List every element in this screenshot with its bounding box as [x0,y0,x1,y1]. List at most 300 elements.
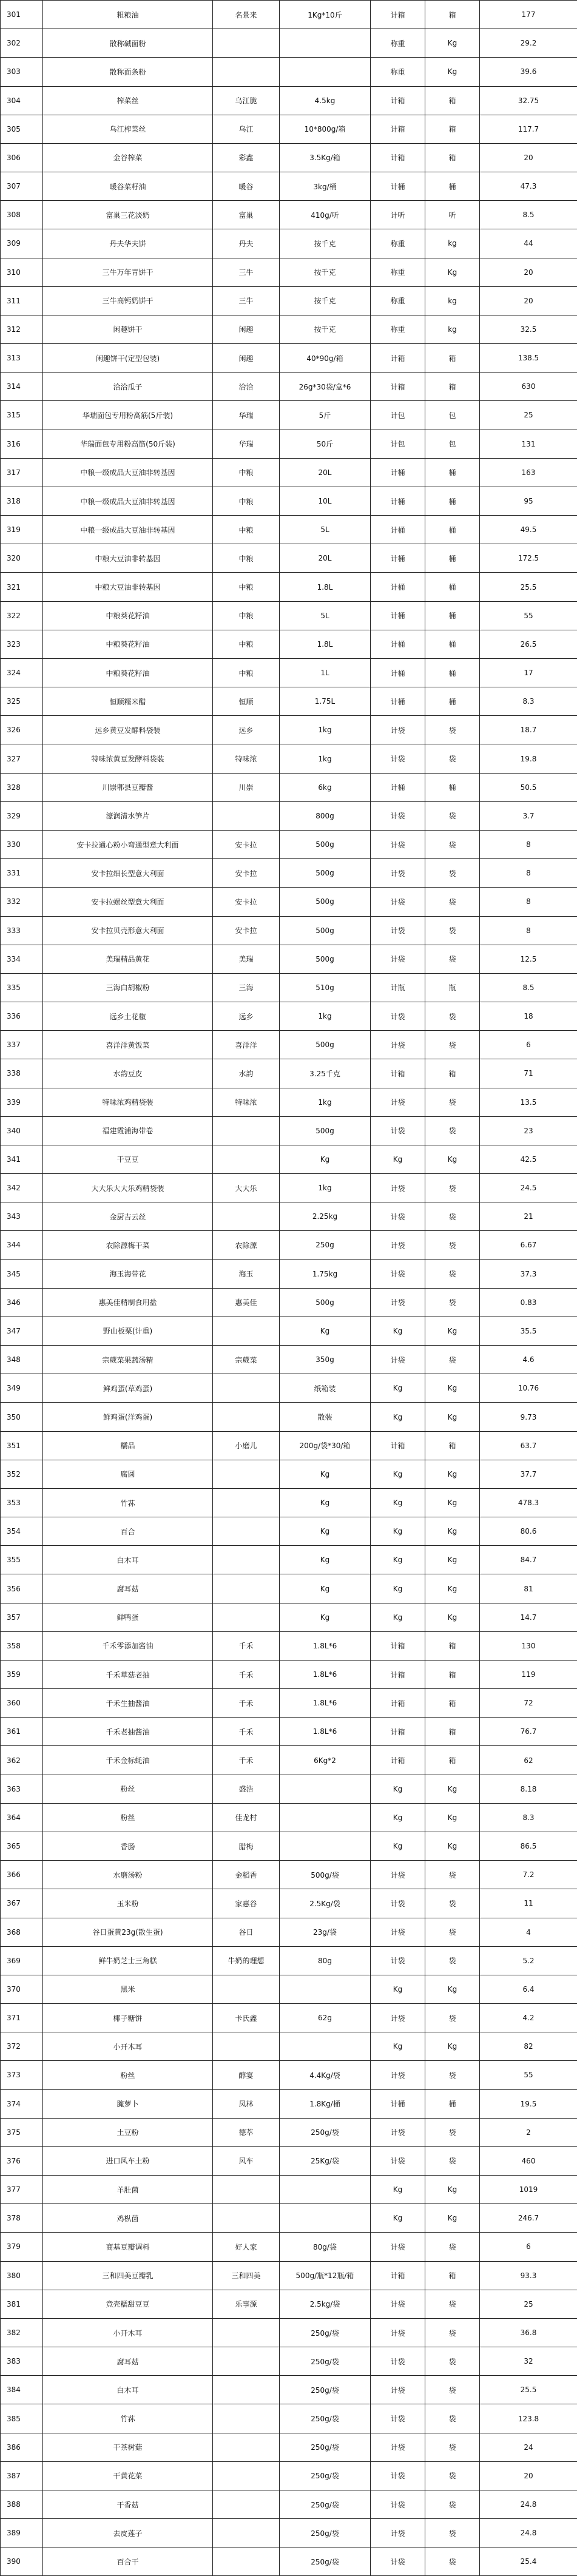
cell-spec: 1.8L*6 [280,1631,371,1660]
cell-unit-price: 8 [480,888,577,916]
cell-serial-number: 328 [1,773,43,801]
cell-product-name: 腌萝卜 [43,2089,213,2118]
cell-unit-price: 37.7 [480,1460,577,1488]
cell-pricing-method: 计箱 [371,1660,425,1688]
cell-product-name: 香肠 [43,1832,213,1861]
cell-brand [213,2347,280,2376]
table-row [1,1460,577,1488]
cell-pricing-method: 计桶 [371,630,425,658]
cell-spec: Kg [280,1603,371,1631]
cell-unit-price: 172.5 [480,544,577,573]
table-row [1,2118,577,2146]
table-row [1,516,577,544]
cell-serial-number: 358 [1,1631,43,1660]
cell-pricing-method: 计袋 [371,1174,425,1202]
table-row [1,1431,577,1460]
cell-brand: 三和四美 [213,2261,280,2290]
cell-product-name: 农除源梅干菜 [43,1231,213,1259]
cell-spec: 25Kg/袋 [280,2146,371,2175]
cell-serial-number: 365 [1,1832,43,1861]
cell-product-name: 中粮葵花籽油 [43,658,213,687]
cell-spec: Kg [280,1145,371,1173]
cell-brand: 三牛 [213,258,280,286]
cell-serial-number: 369 [1,1946,43,1975]
cell-pricing-method: 计袋 [371,888,425,916]
cell-product-name: 富巢三花淡奶 [43,201,213,229]
table-row [1,2318,577,2347]
table-row [1,430,577,458]
table-row [1,2061,577,2089]
cell-pricing-method: 计箱 [371,1,425,29]
table-row [1,2004,577,2032]
cell-spec: 510g [280,973,371,1002]
cell-unit-price: 20 [480,2461,577,2490]
cell-unit-price: 8.5 [480,973,577,1002]
cell-brand: 安卡拉 [213,888,280,916]
cell-brand: 洽洽 [213,373,280,401]
cell-unit: Kg [425,1603,480,1631]
cell-brand: 德萃 [213,2118,280,2146]
cell-brand: 好人家 [213,2233,280,2261]
cell-spec: 62g [280,2004,371,2032]
cell-brand: 千禾 [213,1689,280,1718]
cell-spec: Kg [280,1460,371,1488]
table-row [1,973,577,1002]
cell-serial-number: 373 [1,2061,43,2089]
cell-pricing-method: Kg [371,1403,425,1431]
cell-unit-price: 26.5 [480,630,577,658]
cell-spec: 250g/袋 [280,2404,371,2433]
cell-pricing-method: 计袋 [371,2376,425,2404]
cell-brand: 佳龙村 [213,1803,280,1832]
cell-serial-number: 323 [1,630,43,658]
cell-serial-number: 389 [1,2519,43,2547]
cell-unit: Kg [425,2204,480,2233]
cell-unit: 袋 [425,2004,480,2032]
cell-pricing-method: 计袋 [371,1346,425,1374]
cell-pricing-method: 计箱 [371,1746,425,1775]
cell-brand: 金稻香 [213,1861,280,1889]
table-row [1,2233,577,2261]
cell-spec: 1.8L*6 [280,1660,371,1688]
cell-unit: 桶 [425,458,480,487]
cell-unit-price: 8 [480,916,577,945]
cell-unit: Kg [425,29,480,58]
cell-serial-number: 383 [1,2347,43,2376]
table-row [1,1088,577,1116]
cell-serial-number: 319 [1,516,43,544]
cell-brand: 暖谷 [213,172,280,201]
cell-product-name: 安卡拉贝壳形意大利面 [43,916,213,945]
table-row [1,687,577,716]
cell-serial-number: 333 [1,916,43,945]
table-row [1,1202,577,1231]
cell-product-name: 三和四美豆瓣乳 [43,2261,213,2290]
cell-unit: Kg [425,1803,480,1832]
cell-spec [280,1775,371,1803]
cell-product-name: 小开木耳 [43,2032,213,2061]
table-row [1,1116,577,1145]
cell-serial-number: 340 [1,1116,43,1145]
cell-product-name: 安卡拉螺丝型意大利面 [43,888,213,916]
table-row [1,1803,577,1832]
cell-unit-price: 25.4 [480,2547,577,2576]
cell-product-name: 去皮莲子 [43,2519,213,2547]
cell-brand: 名景来 [213,1,280,29]
cell-spec: 500g [280,888,371,916]
cell-unit: 瓶 [425,973,480,1002]
cell-product-name: 美瑞精品黄花 [43,945,213,973]
cell-unit-price: 123.8 [480,2404,577,2433]
cell-spec: 250g/袋 [280,2461,371,2490]
table-row [1,2519,577,2547]
cell-product-name: 散称碱面粉 [43,29,213,58]
table-row [1,373,577,401]
cell-pricing-method: 计袋 [371,945,425,973]
cell-brand: 远乡 [213,1002,280,1031]
cell-unit: 桶 [425,773,480,801]
cell-serial-number: 347 [1,1317,43,1345]
cell-product-name: 千禾零添加酱油 [43,1631,213,1660]
cell-spec: 1Kg*10斤 [280,1,371,29]
cell-spec: 4.5kg [280,86,371,115]
cell-unit: 袋 [425,2519,480,2547]
cell-pricing-method: Kg [371,1775,425,1803]
table-row [1,315,577,343]
cell-unit-price: 0.83 [480,1288,577,1317]
cell-unit-price: 8.3 [480,687,577,716]
cell-brand: 谷日 [213,1918,280,1946]
cell-unit: 袋 [425,801,480,830]
cell-unit: 包 [425,430,480,458]
cell-brand: 远乡 [213,716,280,744]
cell-unit: 袋 [425,2547,480,2576]
cell-product-name: 远乡土花椒 [43,1002,213,1031]
table-row [1,1346,577,1374]
cell-brand: 中粮 [213,573,280,601]
cell-unit: 袋 [425,1088,480,1116]
cell-serial-number: 309 [1,229,43,258]
cell-serial-number: 351 [1,1431,43,1460]
cell-brand: 华瑞 [213,430,280,458]
cell-spec: 20L [280,458,371,487]
cell-serial-number: 317 [1,458,43,487]
cell-serial-number: 301 [1,1,43,29]
table-row [1,1374,577,1403]
cell-unit-price: 21 [480,1202,577,1231]
cell-unit-price: 71 [480,1059,577,1088]
cell-serial-number: 377 [1,2176,43,2204]
table-row [1,1574,577,1603]
table-row [1,1317,577,1345]
cell-product-name: 华瑞面包专用粉高筋(5斤装) [43,401,213,430]
cell-unit: Kg [425,1460,480,1488]
table-row [1,1517,577,1546]
cell-spec [280,2176,371,2204]
cell-pricing-method: 计桶 [371,172,425,201]
cell-pricing-method: 计箱 [371,1718,425,1746]
cell-serial-number: 339 [1,1088,43,1116]
cell-pricing-method: Kg [371,1975,425,2003]
cell-brand: 安卡拉 [213,916,280,945]
cell-pricing-method: Kg [371,1488,425,1517]
cell-brand: 海玉 [213,1259,280,1288]
cell-spec [280,1832,371,1861]
cell-product-name: 干豆豆 [43,1145,213,1173]
cell-product-name: 川崇郫县豆瓣酱 [43,773,213,801]
cell-brand [213,2461,280,2490]
cell-serial-number: 386 [1,2433,43,2461]
cell-brand: 安卡拉 [213,859,280,888]
cell-spec: 80g/袋 [280,2233,371,2261]
cell-brand: 恒顺 [213,687,280,716]
table-row [1,344,577,373]
cell-product-name: 洽洽瓜子 [43,373,213,401]
cell-brand [213,58,280,86]
cell-brand [213,1116,280,1145]
cell-product-name: 远乡黄豆发酵料袋装 [43,716,213,744]
cell-brand [213,1488,280,1517]
cell-serial-number: 349 [1,1374,43,1403]
cell-product-name: 野山板栗(计重) [43,1317,213,1345]
cell-brand: 千禾 [213,1660,280,1688]
cell-serial-number: 332 [1,888,43,916]
cell-serial-number: 345 [1,1259,43,1288]
cell-unit-price: 10.76 [480,1374,577,1403]
cell-unit-price: 117.7 [480,115,577,143]
cell-unit: Kg [425,1546,480,1574]
table-row [1,1975,577,2003]
cell-spec: 2.5Kg/袋 [280,1889,371,1918]
cell-unit: Kg [425,1403,480,1431]
cell-spec: 500g [280,1031,371,1059]
cell-brand: 中粮 [213,487,280,515]
cell-product-name: 暖谷菜籽油 [43,172,213,201]
cell-product-name: 金谷榨菜 [43,143,213,172]
cell-spec: 1.8L*6 [280,1718,371,1746]
cell-pricing-method: 计箱 [371,115,425,143]
cell-product-name: 干茶树菇 [43,2433,213,2461]
cell-spec: 250g/袋 [280,2376,371,2404]
table-row [1,2461,577,2490]
cell-spec: 3.25千克 [280,1059,371,1088]
cell-unit-price: 18 [480,1002,577,1031]
cell-unit-price: 36.8 [480,2318,577,2347]
table-row [1,1002,577,1031]
cell-pricing-method: 计桶 [371,544,425,573]
cell-brand: 中粮 [213,601,280,630]
cell-unit-price: 11 [480,1889,577,1918]
table-row [1,716,577,744]
cell-product-name: 金厨吉云丝 [43,1202,213,1231]
cell-unit-price: 131 [480,430,577,458]
cell-brand: 丹夫 [213,229,280,258]
cell-serial-number: 371 [1,2004,43,2032]
cell-product-name: 腐圆 [43,1460,213,1488]
cell-unit: 袋 [425,1946,480,1975]
table-row [1,1861,577,1889]
cell-unit: 桶 [425,2089,480,2118]
cell-unit: 箱 [425,1,480,29]
cell-spec: 40*90g/箱 [280,344,371,373]
cell-spec: 250g/袋 [280,2519,371,2547]
cell-unit: 包 [425,401,480,430]
table-row [1,2376,577,2404]
cell-serial-number: 367 [1,1889,43,1918]
cell-serial-number: 355 [1,1546,43,1574]
cell-serial-number: 303 [1,58,43,86]
cell-unit-price: 82 [480,2032,577,2061]
cell-pricing-method: 计桶 [371,773,425,801]
cell-pricing-method: 计袋 [371,859,425,888]
cell-spec: 250g/袋 [280,2318,371,2347]
cell-brand: 美瑞 [213,945,280,973]
cell-unit-price: 6 [480,1031,577,1059]
table-row [1,401,577,430]
cell-unit: Kg [425,1374,480,1403]
cell-spec: 500g [280,945,371,973]
cell-product-name: 粗粮油 [43,1,213,29]
cell-serial-number: 352 [1,1460,43,1488]
cell-product-name: 腐耳菇 [43,2347,213,2376]
table-row [1,1145,577,1173]
cell-spec: 散装 [280,1403,371,1431]
cell-product-name: 中粮大豆油非转基因 [43,573,213,601]
cell-spec: 5斤 [280,401,371,430]
cell-spec: 5L [280,601,371,630]
cell-pricing-method: Kg [371,2176,425,2204]
cell-brand [213,1403,280,1431]
cell-unit: 箱 [425,1631,480,1660]
table-row [1,830,577,858]
cell-serial-number: 310 [1,258,43,286]
cell-product-name: 小开木耳 [43,2318,213,2347]
table-row [1,544,577,573]
cell-unit: Kg [425,1517,480,1546]
cell-spec: 500g [280,1288,371,1317]
cell-pricing-method: 计包 [371,401,425,430]
cell-product-name: 羊肚菌 [43,2176,213,2204]
cell-spec: 500g [280,1116,371,1145]
cell-brand [213,1603,280,1631]
cell-pricing-method: 计桶 [371,573,425,601]
cell-brand [213,1975,280,2003]
cell-unit-price: 55 [480,2061,577,2089]
cell-unit: 袋 [425,2347,480,2376]
cell-unit: 桶 [425,487,480,515]
table-row [1,458,577,487]
cell-pricing-method: 计袋 [371,2118,425,2146]
cell-product-name: 白木耳 [43,1546,213,1574]
cell-unit: 箱 [425,86,480,115]
cell-brand: 乐事源 [213,2290,280,2318]
cell-spec: 1.8L [280,573,371,601]
cell-serial-number: 390 [1,2547,43,2576]
table-row [1,1660,577,1688]
cell-brand [213,2490,280,2518]
cell-unit-price: 4 [480,1918,577,1946]
cell-unit-price: 81 [480,1574,577,1603]
cell-unit: 袋 [425,1259,480,1288]
cell-brand [213,1317,280,1345]
table-row [1,1832,577,1861]
cell-brand: 腊梅 [213,1832,280,1861]
cell-unit-price: 6.4 [480,1975,577,2003]
cell-pricing-method: 计袋 [371,1288,425,1317]
cell-pricing-method: 计桶 [371,516,425,544]
cell-product-name: 竞壳糯甜豆豆 [43,2290,213,2318]
cell-unit-price: 32.75 [480,86,577,115]
cell-serial-number: 368 [1,1918,43,1946]
cell-brand [213,1460,280,1488]
cell-serial-number: 321 [1,573,43,601]
cell-unit-price: 86.5 [480,1832,577,1861]
cell-brand [213,1574,280,1603]
cell-unit-price: 119 [480,1660,577,1688]
cell-serial-number: 346 [1,1288,43,1317]
cell-brand: 闲趣 [213,315,280,343]
cell-pricing-method: 计桶 [371,658,425,687]
table-row [1,1403,577,1431]
cell-unit-price: 32 [480,2347,577,2376]
cell-pricing-method: 计听 [371,201,425,229]
cell-serial-number: 329 [1,801,43,830]
cell-brand: 卡氏鑫 [213,2004,280,2032]
table-row [1,658,577,687]
cell-product-name: 喜洋洋黄饭菜 [43,1031,213,1059]
cell-unit-price: 24.8 [480,2490,577,2518]
cell-unit: 袋 [425,916,480,945]
cell-spec: 1kg [280,1088,371,1116]
cell-spec [280,2204,371,2233]
table-row [1,1,577,29]
cell-spec: 3kg/桶 [280,172,371,201]
cell-pricing-method: 计袋 [371,744,425,773]
cell-unit: 箱 [425,1660,480,1688]
cell-spec: Kg [280,1317,371,1345]
cell-unit: 袋 [425,1002,480,1031]
cell-serial-number: 364 [1,1803,43,1832]
cell-serial-number: 360 [1,1689,43,1718]
cell-unit-price: 25 [480,2290,577,2318]
cell-brand: 安卡拉 [213,830,280,858]
cell-product-name: 白木耳 [43,2376,213,2404]
cell-unit-price: 44 [480,229,577,258]
cell-spec: 3.5Kg/箱 [280,143,371,172]
cell-unit: 听 [425,201,480,229]
cell-spec: 250g/袋 [280,2347,371,2376]
cell-spec [280,1803,371,1832]
cell-spec: 250g/袋 [280,2547,371,2576]
cell-pricing-method: 称重 [371,29,425,58]
cell-unit-price: 138.5 [480,344,577,373]
table-row [1,1631,577,1660]
cell-unit-price: 7.2 [480,1861,577,1889]
cell-unit-price: 23 [480,1116,577,1145]
cell-spec [280,1975,371,2003]
table-row [1,115,577,143]
cell-brand [213,2433,280,2461]
cell-serial-number: 312 [1,315,43,343]
cell-brand [213,2376,280,2404]
cell-unit-price: 62 [480,1746,577,1775]
cell-product-name: 丹夫华夫饼 [43,229,213,258]
cell-product-name: 特味浓鸡精袋装 [43,1088,213,1116]
table-row [1,1775,577,1803]
cell-brand: 水韵 [213,1059,280,1088]
cell-spec: 5L [280,516,371,544]
cell-brand [213,801,280,830]
